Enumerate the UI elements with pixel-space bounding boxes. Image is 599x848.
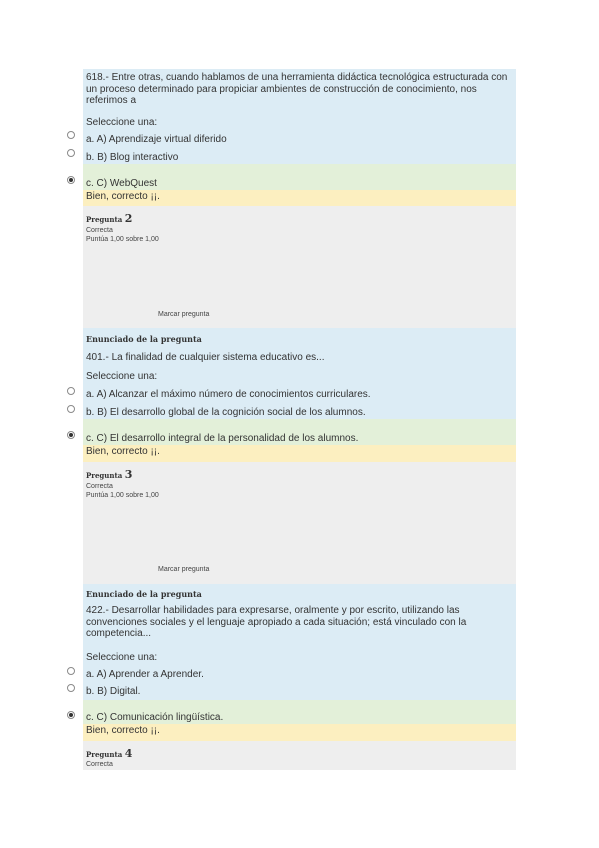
question-score: Puntúa 1,00 sobre 1,00: [86, 492, 159, 499]
question-2-info: [83, 206, 516, 328]
option-c-label[interactable]: c. C) El desarrollo integral de la personalidad de los alumnos.: [86, 433, 359, 444]
question-status: Correcta: [86, 227, 113, 234]
option-a-radio[interactable]: [67, 131, 75, 139]
question-score: Puntúa 1,00 sobre 1,00: [86, 236, 159, 243]
feedback-text: Bien, correcto ¡¡.: [86, 725, 160, 736]
question-4-info: [83, 741, 516, 770]
question-1-block: [83, 69, 516, 164]
question-text: 618.- Entre otras, cuando hablamos de una herramienta didáctica tecnológica estructurada con un proceso determinado para propiciar ambientes de construcción de conocimiento, nos referimos a: [86, 72, 508, 106]
option-a-label[interactable]: a. A) Alcanzar el máximo número de conocimientos curriculares.: [86, 389, 371, 400]
select-prompt: Seleccione una:: [86, 652, 158, 663]
flag-question-link[interactable]: Marcar pregunta: [158, 566, 210, 573]
option-b-radio[interactable]: [67, 149, 75, 157]
select-prompt: Seleccione una:: [86, 371, 158, 382]
question-text: 401.- La finalidad de cualquier sistema educativo es...: [86, 352, 325, 363]
option-a-radio[interactable]: [67, 667, 75, 675]
option-b-radio[interactable]: [67, 684, 75, 692]
selected-option-row: [83, 700, 516, 724]
option-b-label[interactable]: b. B) El desarrollo global de la cognición social de los alumnos.: [86, 407, 366, 418]
option-a-radio[interactable]: [67, 387, 75, 395]
question-number: Pregunta 4: [86, 747, 133, 760]
option-a-label[interactable]: a. A) Aprender a Aprender.: [86, 669, 204, 680]
option-a-label[interactable]: a. A) Aprendizaje virtual diferido: [86, 134, 227, 145]
option-c-radio[interactable]: [67, 711, 75, 719]
question-number: Pregunta 3: [86, 468, 133, 481]
feedback-box: [83, 724, 516, 741]
option-b-label[interactable]: b. B) Blog interactivo: [86, 152, 179, 163]
feedback-text: Bien, correcto ¡¡.: [86, 191, 160, 202]
question-stem-heading: Enunciado de la pregunta: [86, 589, 202, 599]
question-stem-heading: Enunciado de la pregunta: [86, 334, 202, 344]
selected-option-row: [83, 164, 516, 190]
flag-question-link[interactable]: Marcar pregunta: [158, 311, 210, 318]
option-c-label[interactable]: c. C) WebQuest: [86, 178, 157, 189]
question-status: Correcta: [86, 761, 113, 768]
question-text: 422.- Desarrollar habilidades para expresarse, oralmente y por escrito, utilizando las convenciones sociales y el lenguaje apropiado a cada situación; está vinculado con la competencia...: [86, 605, 467, 639]
option-c-label[interactable]: c. C) Comunicación lingüística.: [86, 712, 224, 723]
option-b-radio[interactable]: [67, 405, 75, 413]
select-prompt: Seleccione una:: [86, 117, 158, 128]
question-2-block: [83, 328, 516, 419]
feedback-box: [83, 190, 516, 206]
question-3-block: [83, 584, 516, 700]
selected-option-row: [83, 419, 516, 445]
option-b-label[interactable]: b. B) Digital.: [86, 686, 141, 697]
question-3-info: [83, 462, 516, 584]
feedback-text: Bien, correcto ¡¡.: [86, 446, 160, 457]
option-c-radio[interactable]: [67, 176, 75, 184]
option-c-radio[interactable]: [67, 431, 75, 439]
question-status: Correcta: [86, 483, 113, 490]
question-number: Pregunta 2: [86, 212, 133, 225]
feedback-box: [83, 445, 516, 462]
